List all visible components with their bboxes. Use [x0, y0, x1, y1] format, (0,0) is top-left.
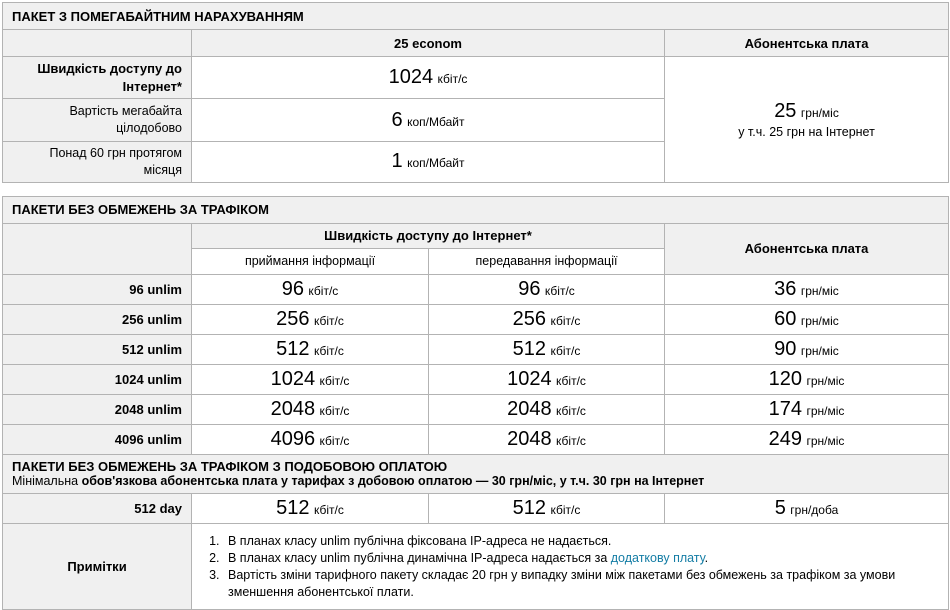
value-unit: кбіт/с — [556, 403, 586, 418]
plan-label: 256 unlim — [3, 304, 192, 334]
notes-list — [193, 533, 947, 600]
upload-column-header: передавання інформації — [429, 248, 665, 274]
value-number: 1024 — [270, 367, 316, 390]
upload-value — [429, 304, 665, 334]
section2-header-row — [3, 223, 949, 248]
download-value — [192, 334, 429, 364]
row-value-megabyte-cost — [192, 99, 665, 142]
upload-value — [429, 334, 665, 364]
plan-label: 512 unlim — [3, 334, 192, 364]
tariff-page — [2, 2, 948, 610]
note-text: Вартість зміни тарифного пакету складає 20 грн у випадку зміни між пакетами без обмежень за трафіком за умови зменшення абонентської плати. — [228, 568, 896, 599]
value-unit: кбіт/с — [550, 502, 581, 517]
plan-label: 2048 unlim — [3, 394, 192, 424]
additional-fee-link[interactable]: додаткову плату — [610, 551, 705, 566]
unlimited-packages-table — [2, 196, 949, 610]
upload-value — [429, 274, 665, 304]
value-unit: коп/Мбайт — [407, 114, 465, 129]
section3-subtitle — [12, 474, 939, 488]
fee-value — [665, 274, 949, 304]
row-value-over-60 — [192, 142, 665, 183]
table-row — [3, 334, 949, 364]
value-number: 36 — [774, 277, 797, 300]
table-row — [3, 57, 949, 99]
plan-label: 4096 unlim — [3, 424, 192, 454]
value-unit: кбіт/с — [319, 403, 350, 418]
table-row — [3, 274, 949, 304]
upload-value — [429, 424, 665, 454]
value-number: 256 — [276, 307, 310, 330]
section3-title-row — [3, 454, 949, 493]
value-unit: грн/міс — [806, 373, 845, 388]
value-number: 96 — [281, 277, 304, 300]
value-number: 120 — [768, 367, 802, 390]
value-number: 60 — [774, 307, 797, 330]
section1-title: ПАКЕТ З ПОМЕГАБАЙТНИМ НАРАХУВАННЯМ — [3, 3, 949, 30]
notes-cell — [192, 523, 949, 609]
value-number: 5 — [774, 496, 786, 519]
value-number: 2048 — [507, 397, 552, 420]
section1-header-row — [3, 30, 949, 57]
per-megabyte-package-table — [2, 2, 949, 183]
value-unit: кбіт/с — [313, 343, 344, 358]
row-value-speed — [192, 57, 665, 99]
fee-unit: грн/міс — [800, 105, 839, 120]
corner-cell — [3, 30, 192, 57]
row-label-over-60: Понад 60 грн протягом місяця — [3, 142, 192, 183]
download-value — [192, 364, 429, 394]
value-number: 4096 — [270, 427, 316, 450]
section2-title: ПАКЕТИ БЕЗ ОБМЕЖЕНЬ ЗА ТРАФІКОМ — [3, 196, 949, 223]
value-unit: грн/міс — [806, 403, 845, 418]
download-value — [192, 493, 429, 523]
download-column-header: приймання інформації — [192, 248, 429, 274]
fee-value — [665, 334, 949, 364]
table-row — [3, 304, 949, 334]
value-unit: кбіт/с — [308, 283, 339, 298]
value-number: 512 — [512, 496, 547, 519]
value-number: 256 — [512, 307, 547, 330]
notes-label: Примітки — [3, 523, 192, 609]
fee-value — [665, 424, 949, 454]
subtitle-bold: обов'язкова абонентська плата у тарифах з добовою оплатою — 30 грн/міс, у т.ч. 30 грн на Інтернет — [81, 474, 705, 489]
plan-label: 96 unlim — [3, 274, 192, 304]
fee-column-header: Абонентська плата — [665, 223, 949, 274]
note-item — [223, 533, 947, 549]
section2-title-row — [3, 196, 949, 223]
note-text: . — [704, 551, 709, 566]
value-number: 174 — [768, 397, 802, 420]
corner-cell — [3, 223, 192, 274]
value-number: 90 — [774, 337, 797, 360]
fee-value — [665, 394, 949, 424]
upload-value — [429, 493, 665, 523]
value-number: 2048 — [270, 397, 316, 420]
value-unit: кбіт/с — [319, 373, 350, 388]
plan-label: 512 day — [3, 493, 192, 523]
value-unit: грн/міс — [800, 343, 839, 358]
value-unit: кбіт/с — [313, 502, 344, 517]
section3-title-cell — [3, 454, 949, 493]
table-row — [3, 364, 949, 394]
value-number: 1 — [391, 150, 403, 173]
note-text: В планах класу unlim публічна динамічна IP-адреса надається за — [228, 551, 611, 566]
section1-title-row — [3, 3, 949, 30]
value-number: 512 — [512, 337, 547, 360]
upload-value — [429, 394, 665, 424]
download-value — [192, 424, 429, 454]
fee-note: у т.ч. 25 грн на Інтернет — [738, 124, 875, 139]
value-unit: кбіт/с — [437, 72, 468, 87]
value-number: 512 — [276, 496, 310, 519]
notes-row — [3, 523, 949, 609]
download-value — [192, 304, 429, 334]
monthly-fee-cell — [665, 57, 949, 183]
value-unit: кбіт/с — [556, 433, 586, 448]
value-unit: кбіт/с — [319, 433, 350, 448]
value-unit: грн/міс — [800, 283, 839, 298]
table-row — [3, 424, 949, 454]
download-value — [192, 274, 429, 304]
value-number: 512 — [276, 337, 310, 360]
note-item — [223, 567, 947, 600]
fee-column-header: Абонентська плата — [665, 30, 949, 57]
value-number: 1024 — [507, 367, 552, 390]
fee-value — [665, 364, 949, 394]
section3-title: ПАКЕТИ БЕЗ ОБМЕЖЕНЬ ЗА ТРАФІКОМ З ПОДОБОВОЮ ОПЛАТОЮ — [12, 459, 448, 475]
value-unit: грн/доба — [790, 502, 839, 517]
value-number: 96 — [518, 277, 541, 300]
download-value — [192, 394, 429, 424]
subtitle-plain: Мінімальна — [12, 474, 82, 489]
value-unit: грн/міс — [806, 433, 845, 448]
value-unit: кбіт/с — [556, 373, 586, 388]
value-number: 6 — [391, 108, 403, 131]
note-text: В планах класу unlim публічна фіксована IP-адреса не надається. — [228, 533, 612, 548]
value-unit: коп/Мбайт — [407, 156, 465, 171]
value-unit: кбіт/с — [550, 313, 581, 328]
value-number: 249 — [768, 427, 802, 450]
section-gap — [2, 183, 948, 196]
row-label-speed: Швидкість доступу до Інтернет* — [3, 57, 192, 99]
upload-value — [429, 364, 665, 394]
fee-number: 25 — [774, 99, 797, 122]
note-item — [223, 550, 947, 566]
value-number: 2048 — [507, 427, 552, 450]
value-unit: кбіт/с — [544, 283, 575, 298]
table-row — [3, 394, 949, 424]
fee-value — [665, 304, 949, 334]
plan-column-header: 25 econom — [192, 30, 665, 57]
row-label-megabyte-cost: Вартість мегабайта цілодобово — [3, 99, 192, 142]
table-row — [3, 493, 949, 523]
value-unit: кбіт/с — [313, 313, 344, 328]
speed-column-header: Швидкість доступу до Інтернет* — [192, 223, 665, 248]
value-unit: кбіт/с — [550, 343, 581, 358]
fee-value — [665, 493, 949, 523]
plan-label: 1024 unlim — [3, 364, 192, 394]
value-number: 1024 — [388, 66, 434, 89]
fee-main — [669, 100, 944, 123]
value-unit: грн/міс — [800, 313, 839, 328]
